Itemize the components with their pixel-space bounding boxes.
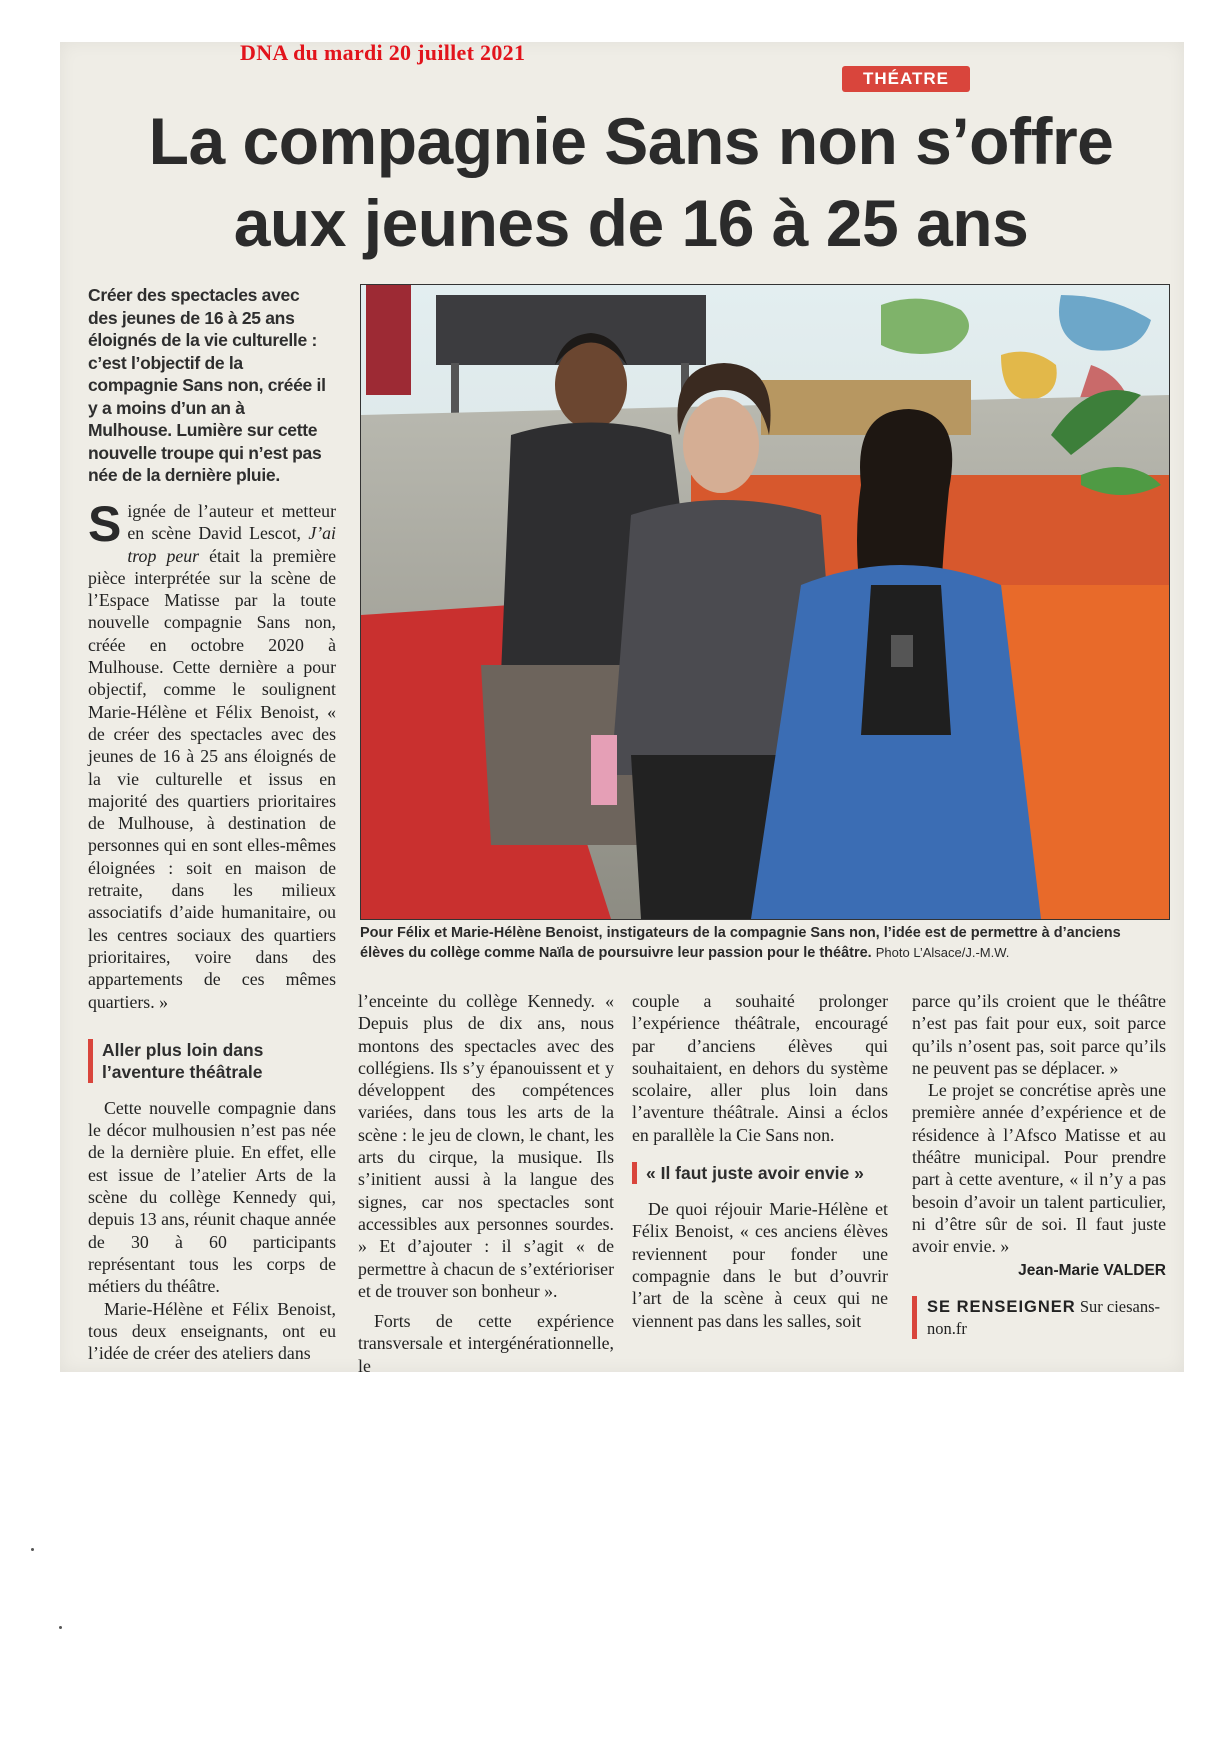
headline-line-2: aux jeunes de 16 à 25 ans xyxy=(233,186,1029,260)
section-2-title: « Il faut juste avoir envie » xyxy=(632,1162,888,1184)
scan-dot-1 xyxy=(31,1548,34,1551)
column-3-paragraph-2: De quoi réjouir Marie-Hélène et Félix Benoist, « ces anciens élèves reviennent pour fonder une compagnie dans le but d’ouvrir l’art de la scène à ceux qui ne viennent pas dans les salles, soit xyxy=(632,1199,888,1331)
play-title: J’ai trop peur xyxy=(127,523,336,566)
column-2-paragraph-1: l’enceinte du collège Kennedy. « Depuis plus de dix ans, nous montons des spectacles avec des collégiens. Ils s’y épanouissent et y développent des compétences variées, dans tous les arts de la scène : le jeu de clown, le chant, les arts du cirque, la musique. Ils s’initient aussi à la langue des signes, car nos spectacles sont accessibles aux personnes sourdes. » Et d’ajouter : il s’agit « de permettre à chacun de s’extérioriser et de trouver son bonheur ». xyxy=(358,991,614,1301)
source-label: DNA du mardi 20 juillet 2021 xyxy=(240,40,526,65)
column-3-paragraph-1: couple a souhaité prolonger l’expérience théâtrale, encouragé par d’anciens élèves qui souhaitaient, en dehors du système scolaire, aller plus loin dans l’aventure théâtrale. Ainsi a éclos en parallèle la Cie Sans non. xyxy=(632,991,888,1145)
article-photo xyxy=(360,284,1170,920)
intro-text-start: ignée de l’auteur et metteur en scène David Lescot, xyxy=(127,501,336,544)
column-4-paragraph-1: parce qu’ils croient que le théâtre n’est pas fait pour eux, soit parce qu’ils n’osent pas, soit parce qu’ils ne peuvent pas se déplacer. » xyxy=(912,991,1166,1078)
caption-text: Pour Félix et Marie-Hélène Benoist, instigateurs de la compagnie Sans non, l’idée est de permettre à d’anciens élèves du collège comme Naïla de poursuivre leur passion pour le théâtre. xyxy=(360,925,1121,961)
column-4 xyxy=(912,990,1166,1339)
column-2 xyxy=(358,990,614,1377)
column-4-paragraph-2: Le projet se concrétise après une première année d’expérience et de résidence à l’Afsco Matisse et au théâtre municipal. Pour prendre part à cette aventure, « il n’y a pas besoin d’avoir un talent particulier, ni d’être sûr de soi. Il faut juste avoir envie. » xyxy=(912,1080,1166,1257)
photo-credit: Photo L’Alsace/J.-M.W. xyxy=(875,945,1010,960)
headline xyxy=(76,100,1186,264)
intro-paragraph xyxy=(88,496,336,1013)
chapeau: Créer des spectacles avec des jeunes de 16 à 25 ans éloignés de la vie culturelle : c’est l’objectif de la compagnie Sans non, créée il y a moins d’un an à Mulhouse. Lumière sur cette nouvelle troupe qui n’est pas née de la dernière pluie. xyxy=(88,285,326,485)
intro-text-end: était la première pièce interprétée sur la scène de l’Espace Matisse par la toute nouvelle compagnie Sans non, créée en octobre 2020 à Mulhouse. Cette dernière a pour objectif, comme le soulignent Marie-Hélène et Félix Benoist, « de créer des spectacles avec des jeunes de 16 à 25 ans éloignés de la vie culturelle et issus en majorité des quartiers prioritaires de Mulhouse, à destination de personnes qui en sont elles-mêmes éloignées : soit en maison de retraite, dans les milieux associatifs d’aide humanitaire, ou les centres sociaux des quartiers prioritaires, voire dans des appartements de ces mêmes quartiers. » xyxy=(88,545,336,1012)
author-signature: Jean-Marie VALDER xyxy=(1018,1261,1166,1279)
column-1 xyxy=(88,496,336,1364)
section-1-paragraph-2: Marie-Hélène et Félix Benoist, tous deux enseignants, ont eu l’idée de créer des ateliers dans xyxy=(88,1298,336,1364)
section-1-title: Aller plus loin dans l’aventure théâtrale xyxy=(88,1039,336,1083)
headline-line-1: La compagnie Sans non s’offre xyxy=(148,104,1114,178)
info-box xyxy=(912,1296,1166,1339)
photo-caption xyxy=(360,924,1168,963)
section-1-paragraph-1: Cette nouvelle compagnie dans le décor mulhousien n’est pas née de la dernière pluie. En effet, elle est issue de l’atelier Arts de la scène du collège Kennedy qui, depuis 13 ans, réunit chaque année de 30 à 60 participants représentant tous les corps de métiers du théâtre. xyxy=(88,1097,336,1297)
photo-illustration xyxy=(361,285,1169,919)
dropcap: S xyxy=(88,496,122,552)
info-label: SE RENSEIGNER xyxy=(927,1297,1076,1316)
column-2-paragraph-2: Forts de cette expérience transversale et intergénérationnelle, le xyxy=(358,1311,614,1376)
rubric-badge: THÉATRE xyxy=(842,66,970,92)
scan-dot-2 xyxy=(59,1626,62,1629)
info-text: Sur ciesans-non.fr xyxy=(927,1296,1161,1338)
column-3 xyxy=(632,990,888,1332)
